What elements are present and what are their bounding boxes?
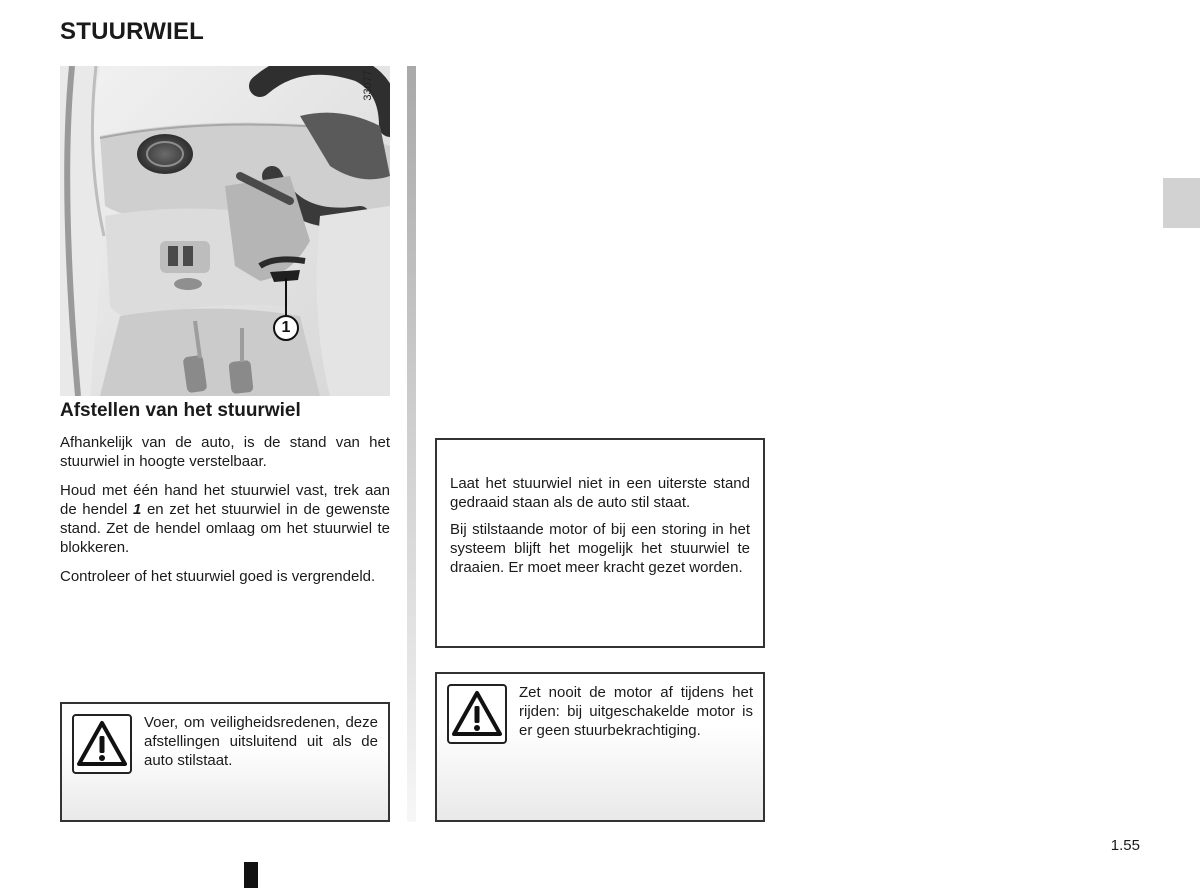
page-number: 1.55 <box>1110 837 1140 854</box>
chapter-tab-marker <box>1163 178 1200 228</box>
print-bleed-mark <box>244 862 258 888</box>
warning-triangle-icon <box>72 714 132 774</box>
caution-note-box <box>435 438 765 648</box>
warning-triangle-icon <box>447 684 507 744</box>
column-divider <box>407 66 416 822</box>
section-heading: Afstellen van het stuurwiel <box>60 400 301 421</box>
page-title: STUURWIEL <box>60 18 205 45</box>
warning-note-box-left <box>60 702 390 822</box>
photo-callout-number: 1 <box>281 319 291 336</box>
caution-paragraph: Bij stilstaande motor of bij een storing in het systeem blijft het mogelijk het stuurwiel te draaien. Er moet meer kracht gezet worden. <box>450 521 750 576</box>
instruction-rest: en zet het stuurwiel in de gewenste stand. Zet de hendel omlaag om het stuurwiel te blokkeren. <box>60 501 390 556</box>
paragraph-instructions <box>60 481 390 557</box>
warning-text-left: Voer, om veiligheidsredenen, deze afstellingen uitsluitend uit als de auto stilstaat. <box>144 714 378 769</box>
lever-reference: 1 <box>132 501 142 518</box>
paragraph-check: Controleer of het stuurwiel goed is vergrendeld. <box>60 568 376 585</box>
paragraph-adjustable: Afhankelijk van de auto, is de stand van het stuurwiel in hoogte verstelbaar. <box>60 434 390 470</box>
warning-text-right: Zet nooit de motor af tijdens het rijden: bij uitgeschakelde motor is er geen stuurbekrachtiging. <box>519 684 753 739</box>
caution-paragraph: Laat het stuurwiel niet in een uiterste stand gedraaid staan als de auto stil staat. <box>450 475 750 511</box>
instruction-prefix: Houd met één hand het stuurwiel vast, trek aan de hendel <box>60 482 390 518</box>
steering-column-photo <box>60 66 390 396</box>
section-body <box>60 433 390 596</box>
warning-note-box-right <box>435 672 765 822</box>
figure-code: 33077 <box>362 70 374 101</box>
